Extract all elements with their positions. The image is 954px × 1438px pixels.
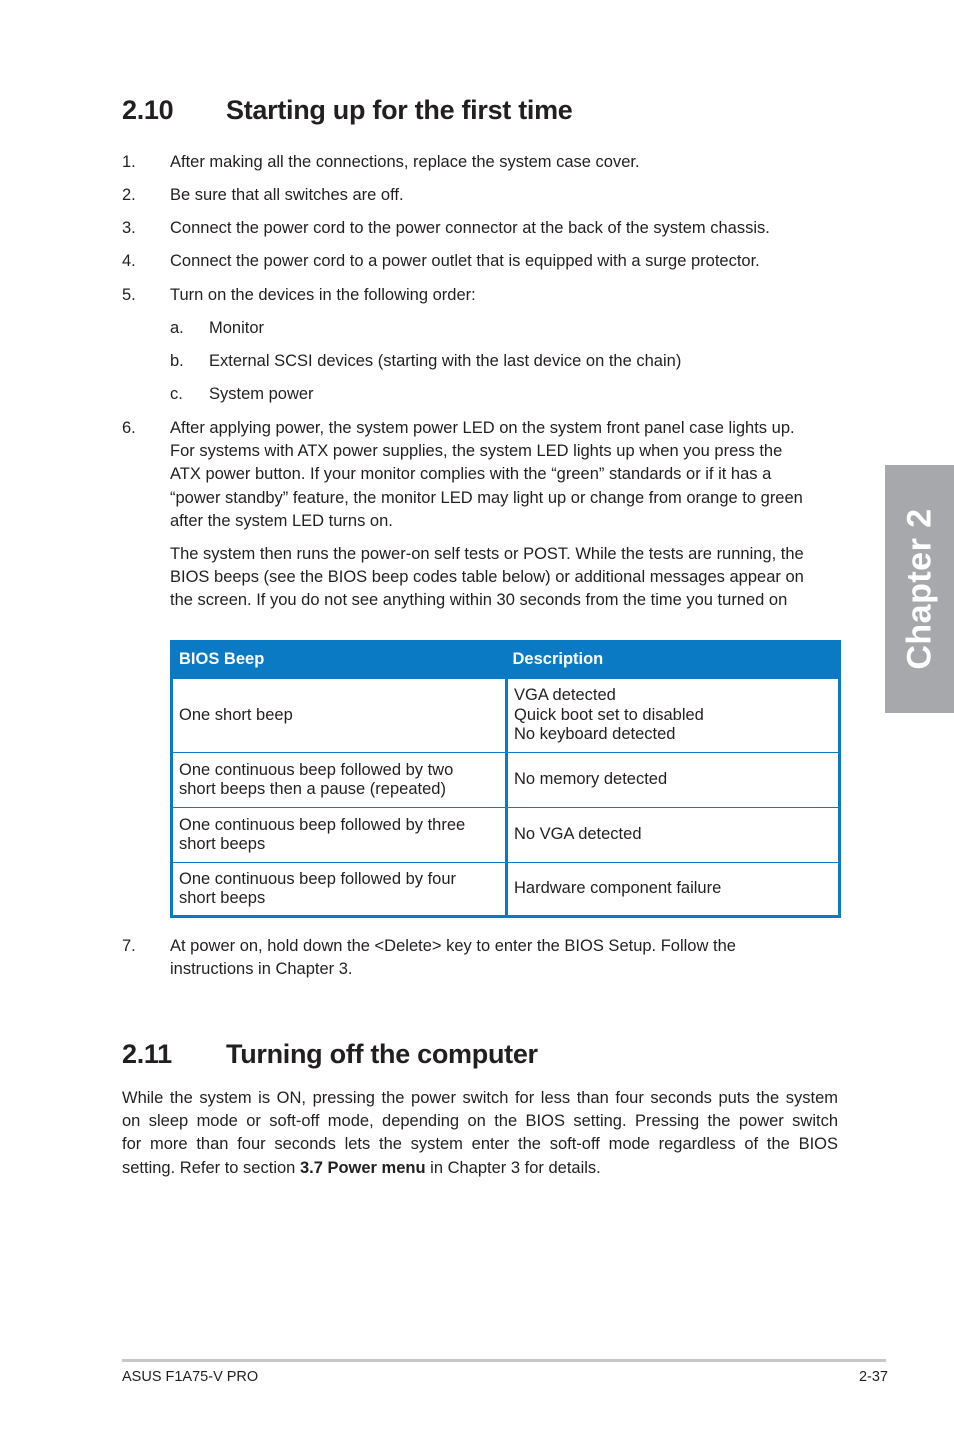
text-line: While the system is ON, pressing the power switch for less than four seconds puts the system bbox=[122, 1089, 838, 1107]
list-item-step-7 bbox=[122, 935, 842, 983]
cell-line: short beeps then a pause (repeated) bbox=[179, 780, 446, 798]
sub-list-text: Monitor bbox=[209, 319, 265, 337]
section-heading-2-11 bbox=[122, 1039, 538, 1070]
list-number: 4. bbox=[122, 252, 136, 270]
section-number: 2.11 bbox=[122, 1039, 172, 1069]
cell-line: short beeps bbox=[179, 835, 266, 853]
chapter-tab-label: Chapter 2 bbox=[900, 508, 938, 670]
list-text: Connect the power cord to a power outlet that is equipped with a surge protector. bbox=[170, 252, 760, 270]
description-cell bbox=[507, 863, 840, 917]
list-number: 6. bbox=[122, 419, 136, 437]
table-header-row bbox=[172, 642, 840, 678]
beep-cell bbox=[172, 753, 507, 808]
text-line: At power on, hold down the <Delete> key to enter the BIOS Setup. Follow the bbox=[170, 937, 736, 955]
footer-product-name: ASUS F1A75-V PRO bbox=[122, 1369, 259, 1385]
section-reference: 3.7 Power menu bbox=[299, 1158, 426, 1177]
text-line: ATX power button. If your monitor complies with the “green” standards or if it has a bbox=[170, 465, 772, 484]
bios-beep-table bbox=[170, 640, 841, 918]
sub-list-text: System power bbox=[209, 385, 314, 403]
list-text bbox=[170, 417, 803, 533]
list-number: 7. bbox=[122, 937, 136, 955]
text-line: The system then runs the power-on self tests or POST. While the tests are running, the bbox=[170, 545, 804, 563]
list-item bbox=[122, 250, 842, 274]
section-title: Starting up for the first time bbox=[226, 95, 573, 125]
description-cell bbox=[507, 678, 840, 753]
sub-list-item bbox=[170, 317, 840, 341]
list-number: 1. bbox=[122, 153, 136, 171]
cell-line: Hardware component failure bbox=[514, 879, 722, 898]
beep-cell bbox=[172, 808, 507, 863]
step-6-paragraph-2 bbox=[170, 543, 804, 613]
text-line: after the system LED turns on. bbox=[170, 511, 393, 530]
beep-cell bbox=[172, 678, 507, 753]
list-item bbox=[122, 184, 842, 208]
list-text: Be sure that all switches are off. bbox=[170, 186, 404, 204]
cell-line: No memory detected bbox=[514, 770, 668, 789]
list-text: Connect the power cord to the power connector at the back of the system chassis. bbox=[170, 219, 770, 237]
list-item bbox=[122, 151, 842, 175]
text-line: BIOS beeps (see the BIOS beep codes table below) or additional messages appear on bbox=[170, 568, 804, 587]
list-number: 2. bbox=[122, 186, 136, 204]
sub-list-letter: b. bbox=[170, 352, 184, 370]
list-item bbox=[122, 217, 842, 241]
beep-cell bbox=[172, 863, 507, 917]
cell-line: VGA detected bbox=[514, 686, 616, 705]
cell-line: One continuous beep followed by two bbox=[179, 760, 454, 779]
cell-line: short beeps bbox=[179, 889, 266, 907]
sub-list-letter: a. bbox=[170, 319, 184, 337]
sub-list-text: External SCSI devices (starting with the last device on the chain) bbox=[209, 352, 682, 370]
table-row bbox=[172, 678, 840, 753]
text-line: the screen. If you do not see anything within 30 seconds from the time you turned on bbox=[170, 591, 788, 610]
cell-line: One continuous beep followed by three bbox=[179, 815, 466, 834]
table-row bbox=[172, 808, 840, 863]
list-text: After making all the connections, replace the system case cover. bbox=[170, 153, 640, 171]
text-line: instructions in Chapter 3. bbox=[170, 960, 353, 979]
cell-line: One short beep bbox=[179, 705, 293, 724]
description-cell bbox=[507, 753, 840, 808]
column-header-bios-beep: BIOS Beep bbox=[172, 642, 507, 678]
cell-line: Quick boot set to disabled bbox=[514, 705, 704, 724]
list-number: 3. bbox=[122, 219, 136, 237]
text-run: in Chapter 3 for details. bbox=[425, 1158, 601, 1177]
description-cell bbox=[507, 808, 840, 863]
sub-list-item bbox=[170, 350, 840, 374]
list-item bbox=[122, 284, 842, 308]
table-row bbox=[172, 753, 840, 808]
sub-list-letter: c. bbox=[170, 385, 183, 403]
cell-line: No VGA detected bbox=[514, 825, 642, 844]
text-line: on sleep mode or soft-off mode, depending on the BIOS setting. Pressing the power switch bbox=[122, 1112, 838, 1131]
text-line: for more than four seconds lets the system enter the soft-off mode regardless of the BIOS bbox=[122, 1135, 838, 1154]
list-item-step-6 bbox=[122, 417, 842, 537]
section-number: 2.10 bbox=[122, 95, 174, 125]
text-line bbox=[122, 1157, 838, 1180]
text-line: After applying power, the system power LED on the system front panel case lights up. bbox=[170, 419, 795, 437]
section-title: Turning off the computer bbox=[226, 1039, 538, 1069]
section-2-11-paragraph bbox=[122, 1087, 838, 1180]
cell-line: One continuous beep followed by four bbox=[179, 869, 457, 888]
list-text: Turn on the devices in the following order: bbox=[170, 286, 476, 304]
footer-divider bbox=[122, 1359, 886, 1362]
text-run: setting. Refer to section bbox=[122, 1158, 300, 1177]
text-line: For systems with ATX power supplies, the system LED lights up when you press the bbox=[170, 442, 783, 461]
column-header-description: Description bbox=[507, 642, 840, 678]
section-heading-2-10 bbox=[122, 95, 573, 126]
list-number: 5. bbox=[122, 286, 136, 304]
chapter-tab bbox=[885, 465, 954, 713]
footer-page-number: 2-37 bbox=[858, 1369, 888, 1385]
cell-line: No keyboard detected bbox=[514, 725, 676, 744]
sub-list-item bbox=[170, 383, 840, 407]
text-line: “power standby” feature, the monitor LED may light up or change from orange to green bbox=[170, 488, 803, 507]
list-text bbox=[170, 935, 736, 981]
table-row bbox=[172, 863, 840, 917]
